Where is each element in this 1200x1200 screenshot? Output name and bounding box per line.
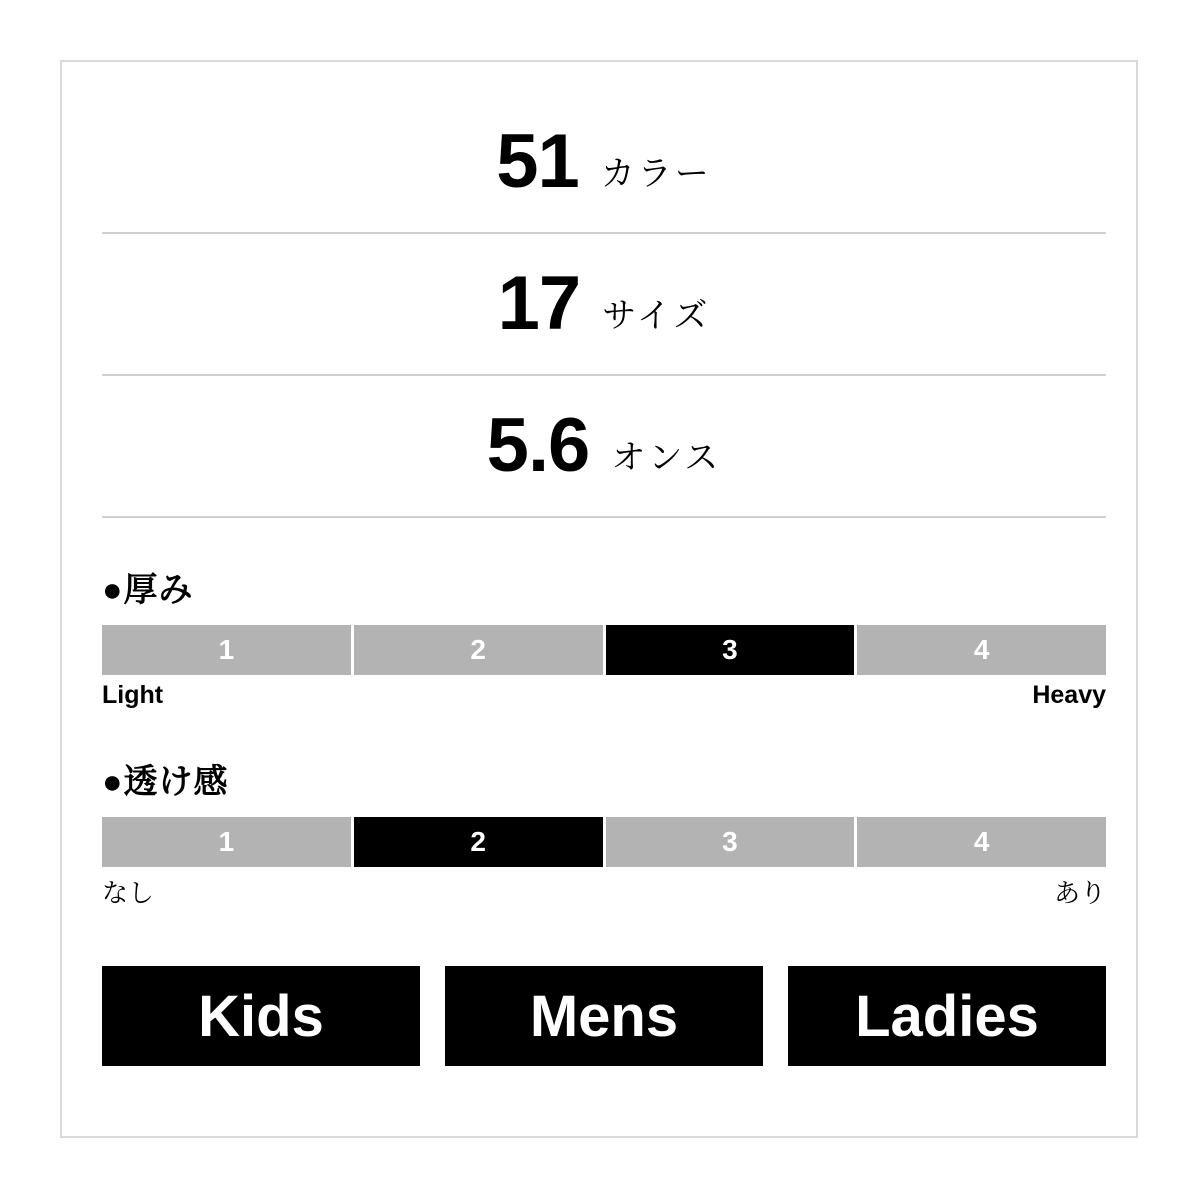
spec-unit-colors: カラー (600, 154, 712, 193)
gauge-thickness-labels (102, 681, 1106, 710)
category-buttons (102, 966, 1106, 1066)
gauge-transparency-title: ●透け感 (102, 763, 229, 801)
spec-unit-sizes: サイズ (602, 296, 711, 335)
spec-row-sizes (102, 234, 1106, 376)
spec-row-weight (102, 376, 1106, 518)
mens-button[interactable]: Mens (445, 966, 763, 1066)
gauge-thickness-segment-4: 4 (857, 625, 1106, 675)
gauge-thickness-scale (102, 625, 1106, 675)
gauge-transparency-segment-3: 3 (606, 817, 858, 867)
gauge-transparency-labels (102, 873, 1106, 910)
spec-value-colors: 51 (496, 119, 579, 204)
gauge-transparency-segment-4: 4 (857, 817, 1106, 867)
spec-value-sizes: 17 (497, 261, 581, 346)
spec-row-colors (102, 92, 1106, 234)
gauge-thickness-title: ●厚み (102, 571, 194, 609)
gauge-transparency-right-label: あり (1053, 878, 1106, 908)
product-spec-card (60, 60, 1138, 1138)
gauge-transparency (102, 754, 1106, 910)
spec-unit-weight: オンス (611, 438, 722, 477)
gauge-thickness-segment-3: 3 (606, 625, 858, 675)
gauge-thickness (102, 562, 1106, 710)
gauge-thickness-segment-1: 1 (102, 625, 354, 675)
gauge-thickness-segment-2: 2 (354, 625, 606, 675)
gauge-transparency-segment-1: 1 (102, 817, 354, 867)
gauge-thickness-right-label: Heavy (1032, 681, 1106, 709)
gauge-transparency-segment-2: 2 (354, 817, 606, 867)
spec-value-weight: 5.6 (486, 403, 590, 488)
gauge-transparency-left-label: なし (102, 878, 155, 908)
card-inner (102, 92, 1106, 1066)
gauge-transparency-scale (102, 817, 1106, 867)
gauge-thickness-left-label: Light (102, 681, 164, 709)
ladies-button[interactable]: Ladies (788, 966, 1106, 1066)
kids-button[interactable]: Kids (102, 966, 420, 1066)
